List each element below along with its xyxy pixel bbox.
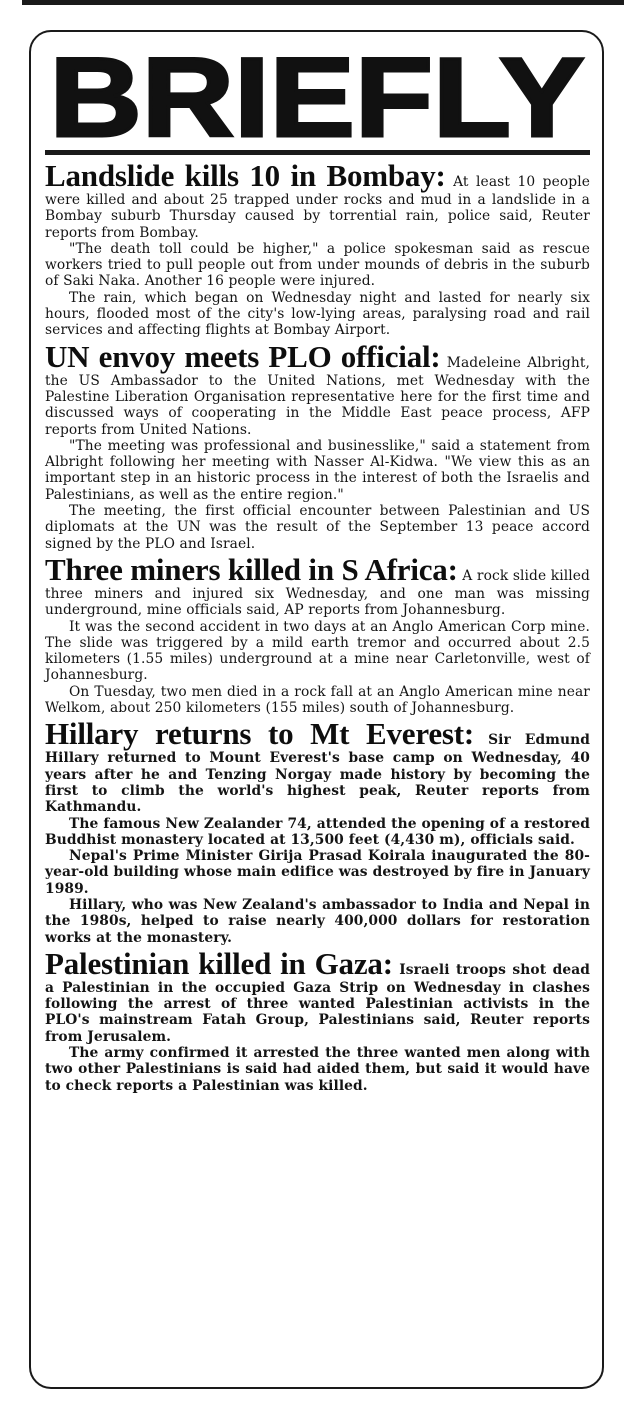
story-s-africa-miners (45, 551, 590, 717)
story-paragraph: The rain, which began on Wednesday night and lasted for nearly six hours, flooded most of the city's low-lying areas, paralysing road and rail services and affecting flights at Bombay Airport. (45, 289, 590, 339)
story-headline: Hillary returns to Mt Everest: (45, 716, 474, 752)
story-paragraph: The army confirmed it arrested the three wanted men along with two other Palestinians is said had aided them, but said it would have to check reports a Palestinian was killed. (45, 1045, 590, 1094)
masthead-rule (45, 150, 590, 155)
story-bombay-landslide (45, 160, 590, 339)
story-headline: Landslide kills 10 in Bombay: (45, 158, 446, 193)
story-headline: Three miners killed in S Africa: (45, 551, 458, 587)
top-rule (22, 0, 624, 5)
story-headline: Palestinian killed in Gaza: (45, 945, 393, 981)
story-hillary-everest (45, 718, 590, 946)
story-un-envoy (45, 338, 590, 552)
story-paragraph: On Tuesday, two men died in a rock fall at an Anglo American mine near Welkom, about 250 kilometers (155 miles) south of Johannesburg. (45, 683, 590, 717)
story-gaza (45, 945, 590, 1094)
story-lead-paragraph: Israeli troops shot dead a Palestinian in the occupied Gaza Strip on Wednesday in clashes following the arrest of three wanted Palestinian activists in the PLO's mainstream Fatah Group, Palestinians said, Reuter reports from Jerusalem. (45, 961, 590, 1045)
story-paragraph: Nepal's Prime Minister Girija Prasad Koirala inaugurated the 80-year-old building whose main edifice was destroyed by fire in January 1989. (45, 848, 590, 897)
story-lead-paragraph: Sir Edmund Hillary returned to Mount Everest's base camp on Wednesday, 40 years after he and Tenzing Norgay made history by becoming the first to climb the world's highest peak, Reuter reports from Kathmandu. (45, 732, 590, 816)
masthead (45, 40, 590, 148)
story-lead-paragraph: A rock slide killed three miners and injured six Wednesday, and one man was missing underground, mine officials said, AP reports from Johannesburg. (45, 567, 590, 619)
story-paragraph: The famous New Zealander 74, attended the opening of a restored Buddhist monastery located at 13,500 feet (4,430 m), officials said. (45, 815, 590, 848)
story-paragraph: Hillary, who was New Zealand's ambassador to India and Nepal in the 1980s, helped to raise nearly 400,000 dollars for restoration works at the monastery. (45, 896, 590, 946)
briefly-column (29, 30, 604, 1389)
story-lead-paragraph: Madeleine Albright, the US Ambassador to the United Nations, met Wednesday with the Palestine Liberation Organisation representative here for the first time and discussed ways of cooperating in the Middle East peace process, AFP reports from United Nations. (45, 354, 590, 438)
stories (45, 160, 590, 1094)
story-paragraph: "The meeting was professional and businesslike," said a statement from Albright following her meeting with Nasser Al-Kidwa. "We view this as an important step in an historic process in the interest of both the Israelis and Palestinians, as well as the entire region." (45, 437, 590, 503)
story-paragraph: It was the second accident in two days at an Anglo American Corp mine. The slide was triggered by a mild earth tremor and occurred about 2.5 kilometers (1.55 miles) underground at a mine near Carletonville, west of Johannesburg. (45, 618, 590, 684)
story-paragraph: "The death toll could be higher," a police spokesman said as rescue workers tried to pull people out from under mounds of debris in the suburb of Saki Naka. Another 16 people were injured. (45, 240, 590, 290)
masthead-title: BRIEFLY (49, 40, 585, 148)
story-headline: UN envoy meets PLO official: (45, 338, 441, 374)
story-paragraph: The meeting, the first official encounter between Palestinian and US diplomats at the UN was the result of the September 13 peace accord signed by the PLO and Israel. (45, 503, 590, 552)
story-lead-paragraph: At least 10 people were killed and about 25 trapped under rocks and mud in a landslide in a Bombay suburb Thursday caused by torrential rain, police said, Reuter reports from Bombay. (45, 174, 590, 241)
